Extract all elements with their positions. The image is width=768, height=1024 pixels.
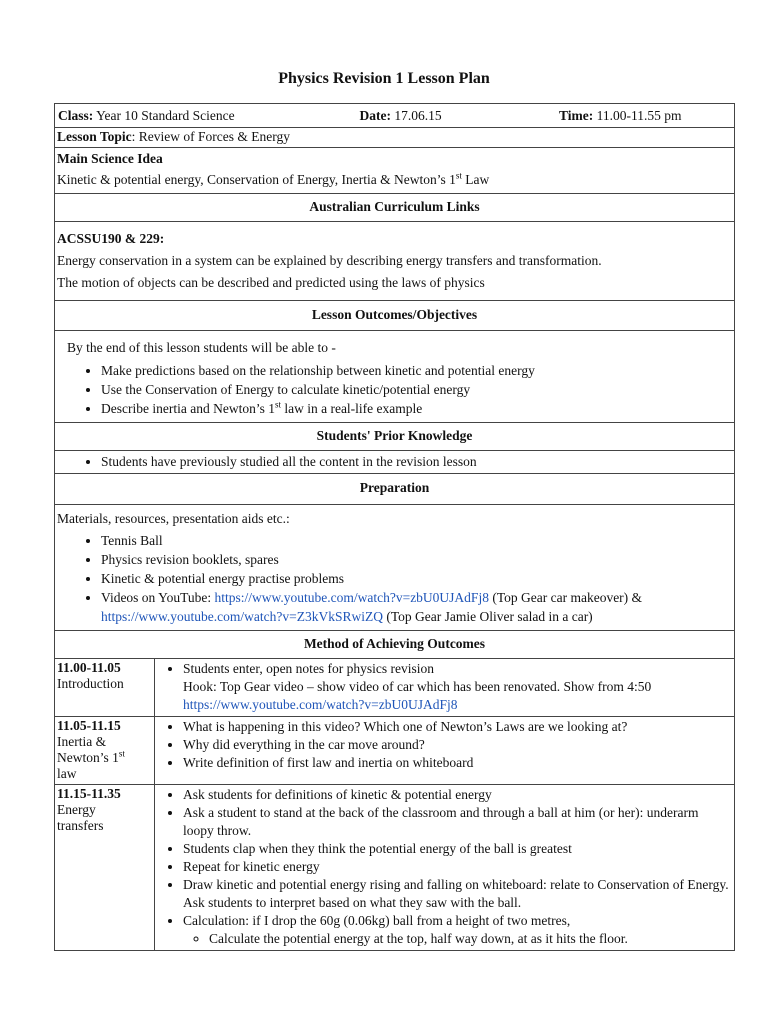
prior-row — [55, 451, 735, 474]
method-row-inertia — [55, 717, 735, 785]
time-label: Time: — [559, 108, 594, 123]
method-steps — [157, 718, 732, 772]
list-item: • Calculation: if I drop the 60g (0.06kg) ball from a height of two metres, ◦ Calculate the potential energy at the top, half way down, at as it hits the floor. — [183, 912, 732, 948]
date-value: 17.06.15 — [394, 108, 442, 123]
list-item: • Make predictions based on the relationship between kinetic and potential energy — [101, 361, 732, 380]
page-title: Physics Revision 1 Lesson Plan — [278, 70, 490, 87]
video-link-2[interactable]: https://www.youtube.com/watch?v=Z3kVkSRwiZQ — [101, 609, 383, 624]
list-item: • Write definition of first law and inertia on whiteboard — [183, 754, 732, 772]
curriculum-heading-row — [55, 194, 735, 222]
prior-list — [57, 452, 732, 471]
preparation-intro: Materials, resources, presentation aids etc.: — [57, 511, 290, 526]
method-label: Energy transfers — [57, 802, 104, 833]
lesson-plan-table — [54, 103, 735, 951]
list-item: • Ask a student to stand at the back of the classroom and through a ball at him (or her): underarm loopy throw. — [183, 804, 732, 840]
list-item: • Describe inertia and Newton’s 1st law in a real-life example — [101, 399, 732, 418]
curriculum-line-1: Energy conservation in a system can be explained by describing energy transfers and transformation. — [57, 253, 602, 268]
class-field — [58, 108, 358, 124]
curriculum-row — [55, 222, 735, 301]
method-heading-row — [55, 631, 735, 659]
outcomes-heading-row — [55, 301, 735, 331]
outcomes-heading: Lesson Outcomes/Objectives — [55, 301, 735, 331]
method-label: Inertia & Newton’s 1st law — [57, 734, 125, 781]
topic-label: Lesson Topic — [57, 129, 132, 144]
method-steps — [157, 660, 732, 714]
time-value: 11.00-11.55 pm — [596, 108, 682, 123]
header-row — [55, 104, 735, 128]
method-heading: Method of Achieving Outcomes — [55, 631, 735, 659]
method-steps — [157, 786, 732, 948]
main-idea-label: Main Science Idea — [57, 151, 163, 166]
video-link-1[interactable]: https://www.youtube.com/watch?v=zbU0UJAdFj8 — [214, 590, 489, 605]
preparation-row — [55, 505, 735, 631]
preparation-heading: Preparation — [55, 474, 735, 505]
method-time: 11.15-11.35 — [57, 786, 121, 801]
topic-row — [55, 128, 735, 148]
intro-video-link[interactable]: https://www.youtube.com/watch?v=zbU0UJAdFj8 — [183, 697, 458, 712]
outcomes-list — [57, 361, 732, 418]
method-row-energy — [55, 785, 735, 951]
prior-heading-row — [55, 423, 735, 451]
list-item: • Students clap when they think the potential energy of the ball is greatest — [183, 840, 732, 858]
topic-value: : Review of Forces & Energy — [131, 129, 291, 144]
list-item: • Repeat for kinetic energy — [183, 858, 732, 876]
method-row-introduction — [55, 659, 735, 717]
method-time: 11.05-11.15 — [57, 718, 121, 733]
outcomes-row — [55, 331, 735, 423]
preparation-heading-row — [55, 474, 735, 505]
date-field — [360, 108, 558, 124]
list-item: • Use the Conservation of Energy to calculate kinetic/potential energy — [101, 380, 732, 399]
method-time: 11.00-11.05 — [57, 660, 121, 675]
list-item: • Videos on YouTube: https://www.youtube.com/watch?v=zbU0UJAdFj8 (Top Gear car makeover) & https://www.youtube.com/watch?v=Z3kVkSRwiZQ (Top Gear Jamie Oliver salad in a car) — [101, 588, 732, 626]
curriculum-line-2: The motion of objects can be described and predicted using the laws of physics — [57, 275, 485, 290]
method-label: Introduction — [57, 676, 124, 691]
time-field — [559, 108, 731, 124]
list-item: • What is happening in this video? Which one of Newton’s Laws are we looking at? — [183, 718, 732, 736]
list-item: • Physics revision booklets, spares — [101, 550, 732, 569]
list-item: • Tennis Ball — [101, 531, 732, 550]
main-idea-row — [55, 148, 735, 194]
list-item: • Draw kinetic and potential energy rising and falling on whiteboard: relate to Conservation of Energy. Ask students to interpret based on what they saw with the ball. — [183, 876, 732, 912]
list-item: • Students enter, open notes for physics revision Hook: Top Gear video – show video of car which has been renovated. Show from 4:50 https://www.youtube.com/watch?v=zbU0UJAdFj8 — [183, 660, 732, 714]
list-item: ◦ Calculate the potential energy at the top, half way down, at as it hits the floor. — [209, 930, 732, 948]
list-item: • Ask students for definitions of kinetic & potential energy — [183, 786, 732, 804]
outcomes-intro: By the end of this lesson students will be able to - — [67, 340, 336, 355]
date-label: Date: — [359, 108, 391, 123]
prior-heading: Students' Prior Knowledge — [55, 423, 735, 451]
list-item: • Why did everything in the car move around? — [183, 736, 732, 754]
class-value: Year 10 Standard Science — [96, 108, 235, 123]
curriculum-heading: Australian Curriculum Links — [55, 194, 735, 222]
list-item: • Kinetic & potential energy practise problems — [101, 569, 732, 588]
curriculum-code: ACSSU190 & 229: — [57, 231, 165, 246]
sub-list — [183, 930, 732, 948]
list-item: • Students have previously studied all the content in the revision lesson — [101, 452, 732, 471]
class-label: Class: — [58, 108, 94, 123]
preparation-list — [57, 531, 732, 626]
main-idea-text: Kinetic & potential energy, Conservation of Energy, Inertia & Newton’s 1st Law — [57, 170, 490, 187]
